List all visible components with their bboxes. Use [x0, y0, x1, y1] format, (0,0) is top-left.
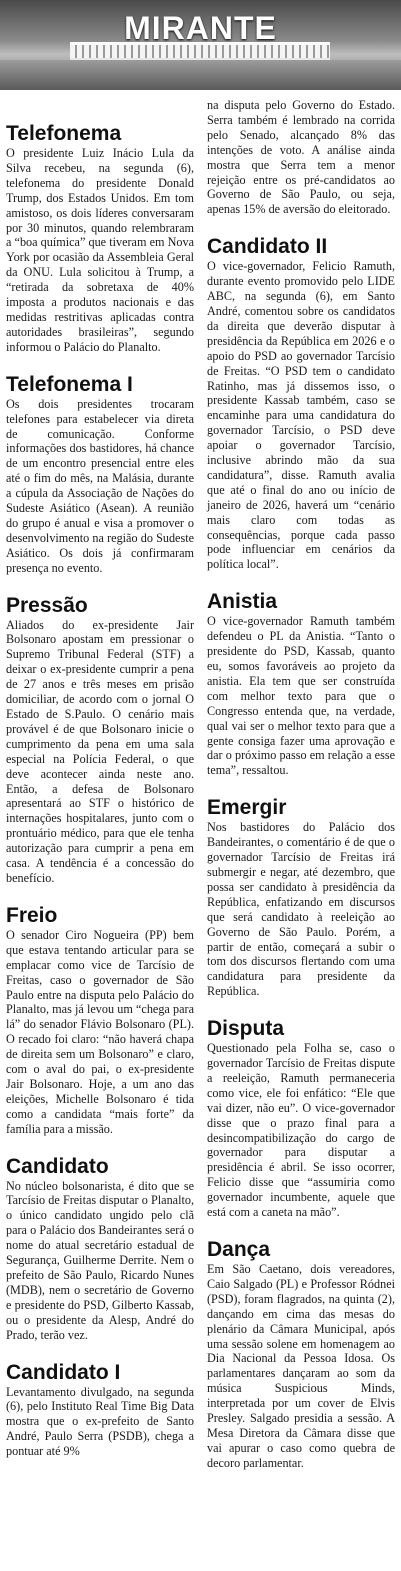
note-telefonema [6, 122, 194, 355]
note-body: Questionado pela Folha se, caso o governador Tarcísio de Freitas dispute a reeleição, Ramuth permaneceria como vice, ele foi enfático: “Ele que vai dizer, não eu”. O vice-governador disse que o prazo final para a desincompatibilização do cargo de governador para disputar a presidência é abril. Se isso ocorrer, Felicio disse que “assumiria como governador incumbente, aquele que está com a caneta na mão”. [207, 1041, 395, 1220]
note-heading: Disputa [207, 1017, 285, 1041]
note-emergir [207, 796, 395, 999]
note-body: Nos bastidores do Palácio dos Bandeirantes, o comentário é de que o governador Tarcísio de Freitas irá submergir e negar, até dezembro, que possa ser candidato à presidência da República, enfatizando em discursos que será candidato à reeleição ao Governo de São Paulo. Porém, a partir de então, começará a subir o tom dos discursos flertando com uma candidatura para presidente da República. [207, 820, 395, 999]
column-banner [0, 0, 401, 90]
note-danca [207, 1238, 395, 1471]
note-heading: Candidato [6, 1154, 109, 1178]
left-column [6, 122, 194, 1477]
note-heading: Emergir [207, 796, 287, 820]
column-title: MIRANTE [124, 10, 277, 46]
note-anistia [207, 590, 395, 778]
note-pressao [6, 594, 194, 886]
note-heading: Candidato I [6, 1360, 121, 1384]
note-heading: Telefonema I [6, 372, 133, 396]
banner-photo-reflection [0, 60, 401, 90]
right-column [207, 98, 395, 1489]
note-heading: Freio [6, 903, 58, 927]
note-body: O senador Ciro Nogueira (PP) bem que estava tentando articular para se emplacar como vice de Tarcísio de Freitas, caso o governador de São Paulo entre na disputa pelo Palácio do Planalto, mas já levou um “chega para lá” do senador Flávio Bolsonaro (PL). O recado foi claro: “não haverá chapa de direita sem um Bolsonaro” e claro, com o aval do pai, o ex-presidente Jair Bolsonaro. Hoje, a um ano das eleições, Michelle Bolsonaro é tida como a candidata “mais forte” da família para a missão. [6, 927, 194, 1136]
note-disputa [207, 1017, 395, 1220]
note-body: O vice-governador Ramuth também defendeu o PL da Anistia. “Tanto o presidente do PSD, Kassab, quanto eu, somos favoráveis ao projeto da anistia. Ela tem que ser construída com melhor texto para que o Congresso entenda que, na verdade, qual vai ser o melhor texto para que a gente consiga fazer uma aprovação e dar o próximo passo em relação a esse tema”, ressaltou. [207, 614, 395, 778]
note-candidato-ii [207, 235, 395, 572]
note-freio [6, 904, 194, 1137]
note-candidato [6, 1155, 194, 1343]
note-body: Levantamento divulgado, na segunda (6), pelo Instituto Real Time Big Data mostra que o ex-prefeito de Santo André, Paulo Serra (PSDB), chega a pontuar até 9% [6, 1384, 194, 1459]
note-body: No núcleo bolsonarista, é dito que se Tarcísio de Freitas disputar o Planalto, o único candidato ungido pelo clã para o Palácio dos Bandeirantes será o nome do atual secretário estadual de Segurança, Guilherme Derrite. Nem o prefeito de São Paulo, Ricardo Nunes (MDB), nem o secretário de Governo e presidente do PSD, Gilberto Kassab, ou o presidente da Alesp, André do Prado, terão vez. [6, 1178, 194, 1342]
note-body: O presidente Luiz Inácio Lula da Silva recebeu, na segunda (6), telefonema do presidente Donald Trump, dos Estados Unidos. Em tom amistoso, os dois líderes conversaram por 30 minutos, quando relembraram a “boa química” que tiveram em Nova York por ocasião da Assembleia Geral da ONU. Lula solicitou à Trump, a “retirada da sobretaxa de 40% imposta a produtos nacionais e das medidas restritivas aplicadas contra autoridades brasileiras”, segundo informou o Palácio do Planalto. [6, 146, 194, 354]
note-telefonema-i [6, 373, 194, 576]
note-heading: Telefonema [6, 122, 122, 145]
note-heading: Candidato II [207, 235, 328, 259]
note-candidato-i-continued [207, 98, 395, 217]
note-body: Os dois presidentes trocaram telefones para estabelecer via direta de comunicação. Conforme informações dos bastidores, há chance de um encontro presencial entre eles até o fim do mês, na Malásia, durante a cúpula da Associação de Nações do Sudeste Asiático (Asean). A reunião do grupo é anual e visa a promover o desenvolvimento na região do Sudeste Asiático. Os dois já confirmaram presença no evento. [6, 396, 194, 575]
note-heading: Pressão [6, 593, 88, 617]
note-heading: Anistia [207, 590, 278, 614]
note-heading: Dança [207, 1238, 271, 1261]
note-body: O vice-governador, Felicio Ramuth, durante evento promovido pelo LIDE ABC, na segunda (6), em Santo André, comentou sobre os candidatos da direita que deverão disputar à presidência da República em 2026 e o apoio do PSD ao governador Tarcísio de Freitas. “O PSD tem o candidato Ratinho, mas já dissemos isso, o presidente Kassab também, caso se encaminhe para uma candidatura do governador Tarcísio, o PSD deve apoiar o governador Tarcísio, inclusive abrindo mão da sua candidatura”, disse. Ramuth avalia que até o final do ano ou início de janeiro de 2026, haverá um “cenário mais claro com todas as consequências, porque cada passo pode influenciar em cenários da política local”. [207, 259, 395, 572]
note-body: Em São Caetano, dois vereadores, Caio Salgado (PL) e Professor Ródnei (PSD), foram flagrados, na quinta (2), dançando em cima das mesas do plenário da Câmara Municipal, após uma sessão solene em homenagem ao Dia Nacional da Pessoa Idosa. Os parlamentares dançaram ao som da música Suspicious Minds, interpretada por um cover de Elvis Presley. Salgado presidia a sessão. A Mesa Diretora da Câmara disse que vai apurar o caso como quebra de decoro parlamentar. [207, 1262, 395, 1470]
note-body: na disputa pelo Governo do Estado. Serra também é lembrado na corrida pelo Senado, alcançado 8% das intenções de voto. A análise ainda mostra que Serra tem a menor rejeição entre os pré-candidatos ao Governo de São Paulo, ou seja, apenas 15% de aversão do eleitorado. [207, 98, 395, 217]
note-candidato-i [6, 1361, 194, 1460]
note-body: Aliados do ex-presidente Jair Bolsonaro apostam em pressionar o Supremo Tribunal Federal (STF) a deixar o ex-presidente cumprir a pena de 27 anos e três meses em prisão domiciliar, de acordo com o jornal O Estado de S.Paulo. O cenário mais provável é de que Bolsonaro inicie o cumprimento da pena em uma sala especial na Polícia Federal, o que deve acontecer ainda neste ano. Então, a defesa de Bolsonaro apresentará ao STF o histórico de internações hospitalares, junto com o prontuário médico, para que ele tenha autorização para cumprir a pena em casa. A tendência é a concessão do benefício. [6, 617, 194, 885]
